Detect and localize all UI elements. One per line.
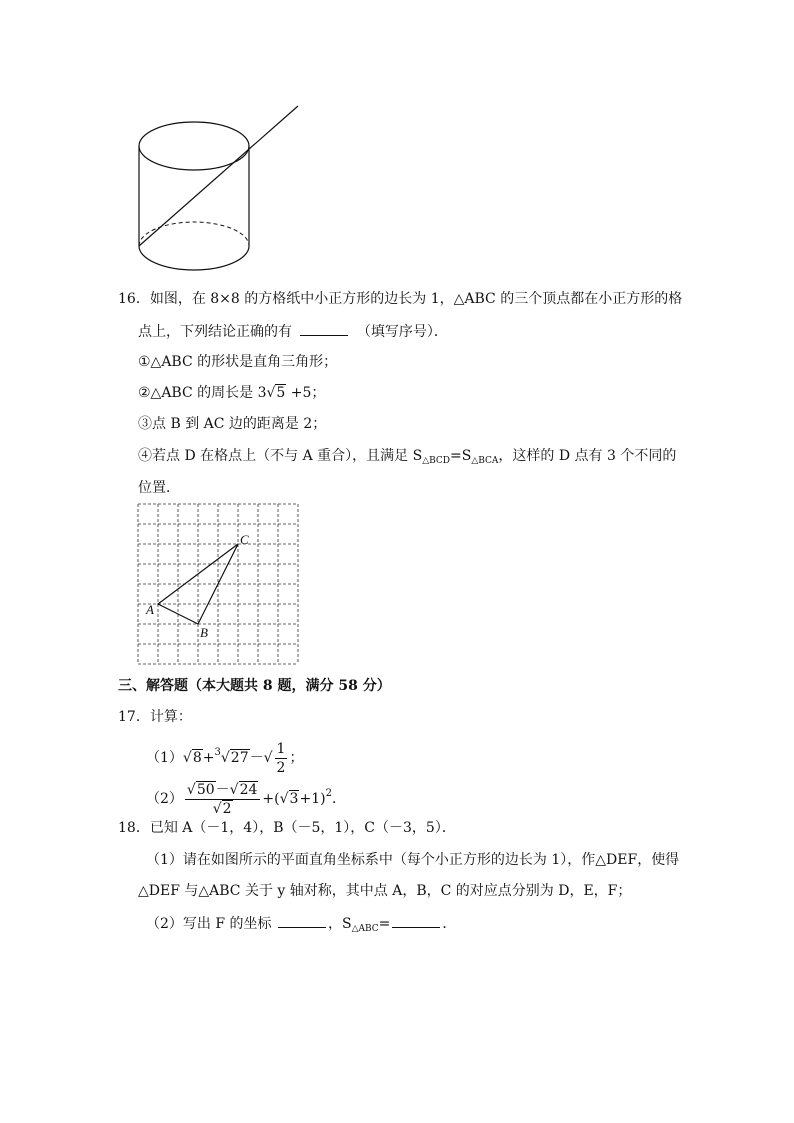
q16-option4-text: ④若点 D 在格点上（不与 A 重合），且满足 S: [138, 448, 423, 464]
q16-answer-blank[interactable]: [300, 321, 348, 336]
label-b: B: [200, 625, 208, 640]
q17-p1-plus: +: [202, 750, 215, 766]
q17-p2-minus: －: [215, 781, 230, 798]
q17-p2-rad3: 3: [289, 791, 299, 807]
q17-p1-fraction: [275, 740, 288, 777]
q18-line1: 18．已知 A（－1，4），B（－5，1），C（－3，5）．: [118, 820, 456, 836]
sqrt-sign: √: [229, 781, 239, 798]
label-c: C: [240, 532, 249, 547]
q17-part2: [146, 772, 346, 816]
q18-f-coord-blank[interactable]: [278, 913, 326, 928]
q17-p2-exp: 2: [325, 788, 332, 799]
q17-title: 17．计算：: [118, 709, 192, 725]
grid-figure: [136, 502, 304, 668]
q17-p2-denominator: [185, 800, 261, 818]
q17-part2-label: （2）: [146, 791, 183, 807]
q16-line2-tail: （填写序号）．: [356, 324, 448, 340]
q18-part2-eq: =: [378, 916, 391, 932]
q16-option4-sub1: △BCD: [422, 456, 450, 466]
q16-option2-tail: +5；: [290, 385, 326, 401]
sqrt-sign: √: [186, 781, 196, 798]
q16-option4-line2: 位置．: [138, 480, 180, 496]
section3-heading: 三、解答题（本大题共 8 题，满分 58 分）: [118, 678, 391, 694]
q16-option2-text: ②△ABC 的周长是 3: [138, 385, 267, 401]
q16-line1: 16．如图，在 8×8 的方格纸中小正方形的边长为 1，△ABC 的三个顶点都在小正方形的格: [118, 291, 683, 307]
label-a: A: [146, 602, 154, 617]
q17-p2-numerator: [185, 781, 261, 800]
q17-p1-den: 2: [276, 759, 286, 776]
cylinder-figure: [130, 100, 305, 275]
q16-option4-eq: =S: [450, 448, 472, 464]
q18-part2-end: ．: [442, 916, 457, 932]
q17-p2-rad50: 50: [196, 781, 215, 798]
q17-p1-end: ；: [289, 750, 304, 766]
q17-p1-index: 3: [214, 747, 221, 758]
sqrt-sign: √: [266, 385, 276, 401]
q18-part2-sub: △ABC: [351, 924, 379, 934]
q16-option2-radicand: 5: [276, 385, 286, 401]
q17-p2-end: ．: [331, 791, 346, 807]
q17-p2-rad2: 2: [222, 800, 232, 817]
q16-option4: [138, 446, 676, 471]
q17-p2-rad24: 24: [239, 781, 258, 798]
q17-p1-rad2: 27: [230, 750, 249, 766]
q18-part2-text: （2）写出 F 的坐标: [146, 916, 272, 932]
q18-part1-line2: △DEF 与△ABC 关于 y 轴对称，其中点 A，B，C 的对应点分别为 D，E，F；: [138, 883, 632, 899]
cylinder-stick: [139, 106, 298, 246]
sqrt-sign: √: [220, 750, 230, 766]
q18-part2-s: ，S: [327, 916, 352, 932]
q17-p2-plus: +(: [262, 791, 280, 807]
sqrt-sign: √: [279, 791, 289, 807]
q18-area-blank[interactable]: [392, 913, 440, 928]
q16-option3: ③点 B 到 AC 边的距离是 2；: [138, 416, 327, 432]
cylinder-bottom-back: [139, 222, 249, 246]
q16-option4-sub2: △BCA: [471, 456, 499, 466]
q17-p2-tail: +1): [299, 791, 326, 807]
q17-p1-num: 1: [276, 740, 286, 757]
q16-option4-tail: ，这样的 D 点有 3 个不同的: [498, 448, 677, 464]
q17-part1: [146, 733, 304, 776]
q17-p1-minus: －: [249, 750, 264, 766]
cylinder-bottom-front: [139, 246, 249, 270]
cylinder-top-ellipse: [139, 122, 249, 170]
q18-part1-line1: （1）请在如图所示的平面直角坐标系中（每个小正方形的边长为 1），作△DEF，使得: [146, 852, 680, 868]
q16-line2: [138, 321, 448, 342]
sqrt-sign: √: [212, 800, 222, 817]
q16-option2: [138, 383, 325, 403]
sqrt-sign: √: [182, 750, 192, 766]
q16-line2-text: 点上，下列结论正确的有: [138, 324, 292, 340]
q16-option1: ①△ABC 的形状是直角三角形；: [138, 354, 338, 370]
q17-part1-label: （1）: [146, 750, 183, 766]
q17-p2-fraction: [185, 781, 261, 818]
q17-p1-rad1: 8: [192, 750, 202, 766]
q18-part2: [146, 913, 456, 939]
sqrt-sign: √: [263, 750, 273, 766]
